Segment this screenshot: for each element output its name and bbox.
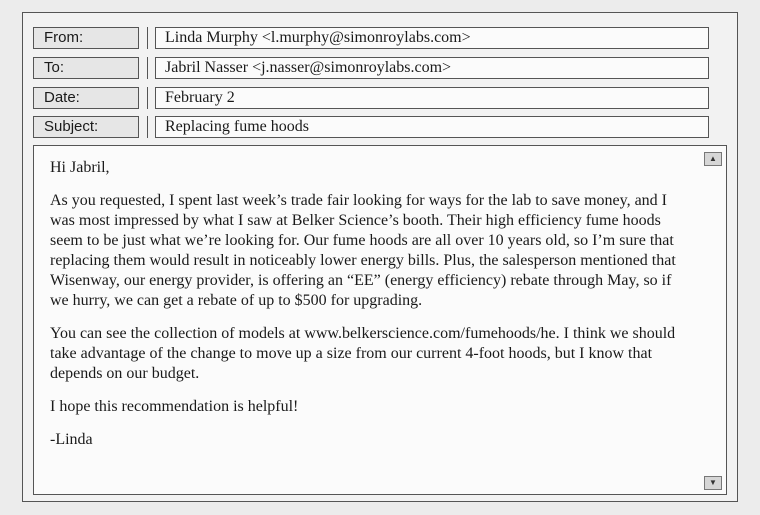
to-row — [33, 57, 727, 79]
email-window — [22, 12, 738, 502]
subject-label: Subject: — [33, 116, 139, 138]
to-separator — [147, 57, 148, 79]
paragraph-2: You can see the collection of models at www.belkerscience.com/fumehoods/he. I think we should take advantage of the change to move up a size from our current 4-foot hoods, but I know that depends on our budget. — [50, 325, 676, 382]
to-label: To: — [33, 57, 139, 79]
date-field[interactable]: February 2 — [155, 87, 709, 109]
subject-field[interactable]: Replacing fume hoods — [155, 116, 709, 138]
to-field[interactable]: Jabril Nasser <j.nasser@simonroylabs.com> — [155, 57, 709, 79]
greeting: Hi Jabril, — [50, 159, 110, 176]
from-separator — [147, 27, 148, 49]
vertical-scrollbar[interactable] — [704, 152, 722, 490]
date-row — [33, 87, 727, 109]
subject-row — [33, 116, 727, 138]
message-body[interactable] — [33, 145, 727, 495]
from-label: From: — [33, 27, 139, 49]
date-label: Date: — [33, 87, 139, 109]
scroll-up-icon[interactable]: ▲ — [704, 152, 722, 166]
message-text — [50, 158, 690, 463]
paragraph-3: I hope this recommendation is helpful! — [50, 398, 299, 415]
from-row — [33, 27, 727, 49]
signature: -Linda — [50, 431, 93, 448]
scroll-down-icon[interactable]: ▼ — [704, 476, 722, 490]
from-field[interactable]: Linda Murphy <l.murphy@simonroylabs.com> — [155, 27, 709, 49]
subject-separator — [147, 116, 148, 138]
date-separator — [147, 87, 148, 109]
paragraph-1: As you requested, I spent last week’s trade fair looking for ways for the lab to save money, and I was most impressed by what I saw at Belker Science’s booth. Their high efficiency fume hoods seem to be just what we’re looking for. Our fume hoods are all over 10 years old, so I’m sure that replacing them would result in noticeably lower energy bills. Plus, the salesperson mentioned that Wisenway, our energy provider, is offering an “EE” (energy efficiency) rebate through May, so if we hurry, we can get a rebate of up to $500 for upgrading. — [50, 192, 676, 309]
